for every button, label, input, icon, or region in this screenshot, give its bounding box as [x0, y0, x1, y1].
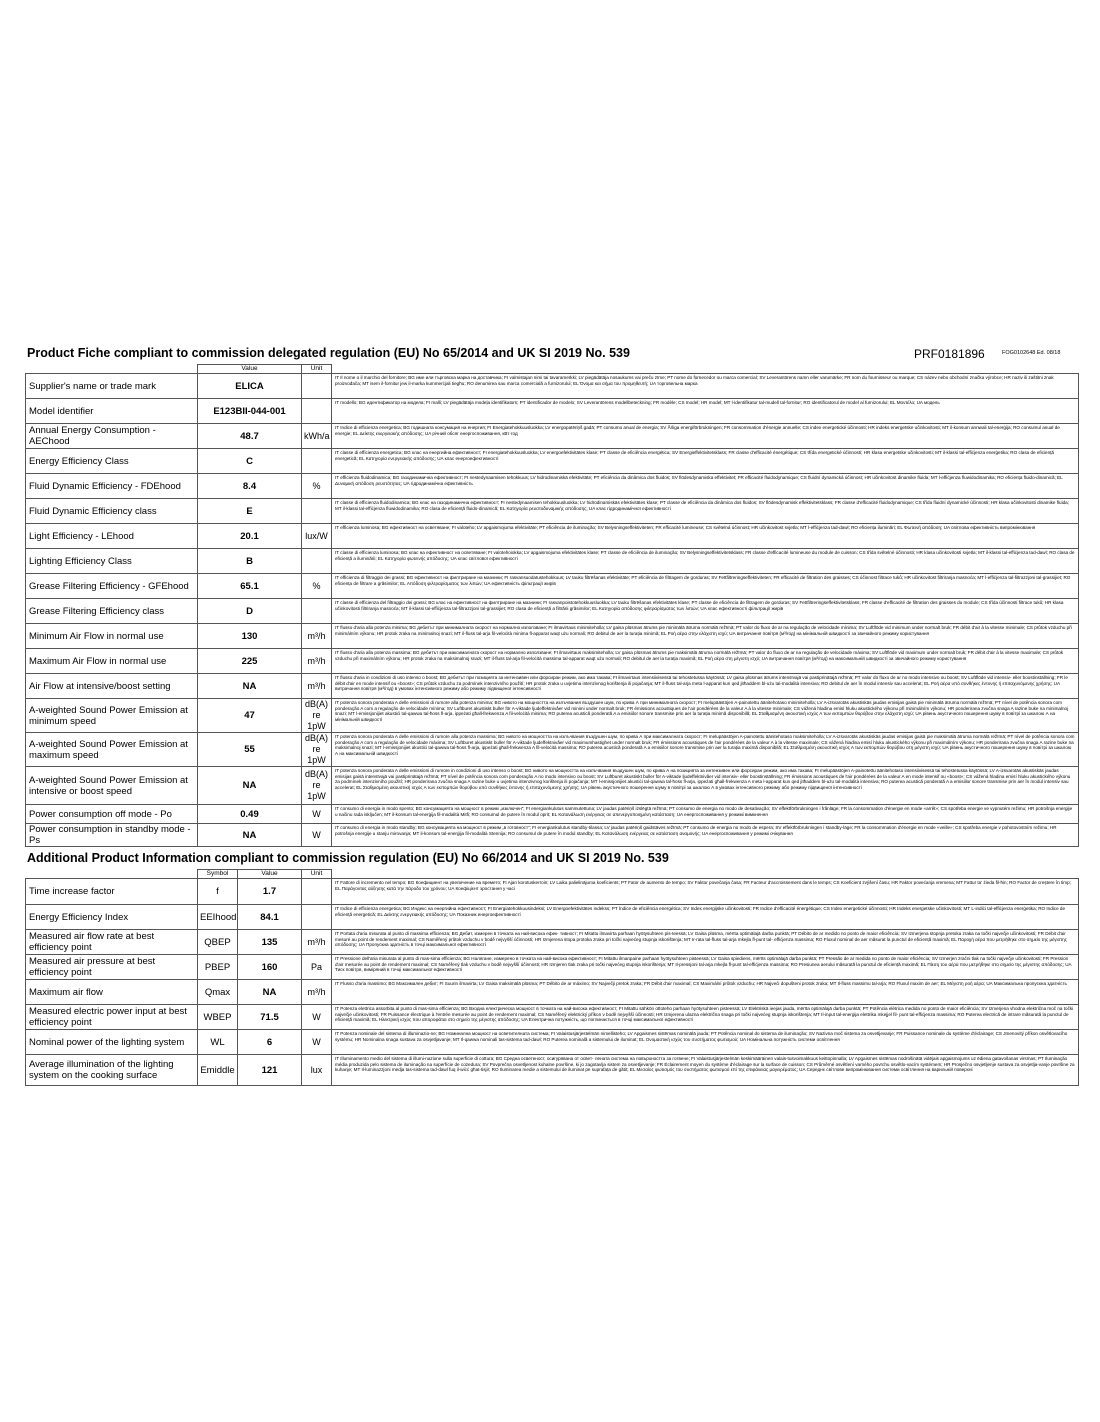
row-symbol: Qmax — [198, 980, 238, 1005]
row-symbol: PBEP — [198, 955, 238, 980]
row-unit: % — [302, 474, 332, 499]
row-unit: m³/h — [302, 649, 332, 674]
row-symbol: f — [198, 879, 238, 905]
row-unit: dB(A) re 1pW — [302, 699, 332, 733]
table-row — [26, 499, 1079, 524]
row-label: Supplier's name or trade mark — [26, 374, 198, 399]
table-row — [26, 980, 1079, 1005]
row-translations: IT consumo di energia in modo standby; BG консумацията на мощност в режим „в готовност“; FI energiankulutus standby-tilassa; LV jaudas patēriņš gaidstāves režīmā; PT consumo de energia no modo de espera; SV effektförbrukningen i standby-läge; FR la consommation d'énergie en mode «veille»; CS spotřeba energie v pohotovostním režimu; HR potrošnja energije u stanju mirovanja; MT il-konsum tal-enerġija fil-modalità Stennija; RO consumul de putere în modul standby; EL Κατανάλωση ενέργειας σε κατάσταση αναμονής; UA енергоспоживання у режимі очікування — [332, 824, 1079, 847]
row-label: Measured electric power input at best efficiency point — [26, 1005, 198, 1030]
row-unit: W — [302, 824, 332, 847]
row-translations: IT flusso d'aria in condizioni di uso intenso o boost; BG дебитът при позицията за интензивен или форсиран режим, ако има такава; FI ilmavirtaus intensiivisessä tai tehostetussa käytössä; LV gaisa plūsmas ātrums intensīvajā vai pastiprinātajā režīmā; PT valor do fluxo de ar no modo intensivo ou boost; SV Luftflöde vid intensiv- eller boostinställning; FR le débit d'air en mode intensif ou «boost»; CS průtok vzduchu za podmínek intenzivního použití; HR protok zraka u uvjetima intenzivnog korištenja ili pojačanja; MT il-fluss tal-arja meta l-apparat kun qed jitħaddem bl-użu tal-modalità intensiva; RO debitul de aer în modul intensiv sau accelerat; EL Ροή αέρα υπό συνθήκες έντονης ή επιταχυνόμενης χρήσης; UA витрачання повітря (м³/год) в умовах інтенсивного режиму або режиму підвищеної інтенсивності — [332, 674, 1079, 699]
row-label: Energy Efficiency Class — [26, 449, 198, 474]
table-row — [26, 879, 1079, 905]
row-translations: IT Indice di efficienza energetica; BG Индекс на енергийна ефективност; FI Energiatehokkuusindeksi; LV Energoefektivitātes indekss; PT Índice de eficiência energética; SV Index energijske učinkovitosti; FR Indice d'efficacité énergétique; CS Index energetické účinnosti; HR Indeks energetske učinkovitosti; MT L-indiċi tal-effiċjenza enerġetika; RO Indice de eficiență energetică; EL Δείκτης ενεργειακής απόδοσης; UA Показник енергоефективності — [332, 905, 1079, 930]
row-translations: IT Fattore di incremento nel tempo; BG Коефициент на увеличение на времето; FI Ajan korotuskerroin; LV Laika palielinājuma koeficients; PT Fator de aumento de tempo; SV Faktor povečanja časa; FR Facteur d'accroissement dans le temps; CS Koeficient zvýšení času; HR Faktor povećanja vremena; MT Fattur ta' żieda fil-ħin; RO Factor de creștere în timp; EL Παράγοντας αύξησης κατά την πάροδο του χρόνου; UA Коефіцієнт зростання у часі — [332, 879, 1079, 905]
row-value: 84.1 — [238, 905, 302, 930]
row-label: Measured air pressure at best efficiency point — [26, 955, 198, 980]
table-row — [26, 1030, 1079, 1055]
row-translations: IT flusso d'aria alla potenza minima; BG дебитът при минималната скорост на нормално използване; FI ilmavirtaus minimiteholla; LV gaisa plūsmas ātrums pie minimālā ātruma normālā režīmā; PT valor do fluxo de ar na regulação de velocidade mínima; SV Luftflöde vid minimum under normalt bruk; FR débit d'air à la vitesse minimale; CS průtok vzduchu při minimálním výkonu; HR protok zraka na minimalnoj snazi; MT il-fluss tal-arja fil-veloċità minima fl-apparat waqt użu normali; RO debitul de aer la turația minimă; EL Ροή αέρα στην ελάχιστη ισχύ; UA витрачання повітря (м³/год) на мінімальній швидкості за звичайного режиму користування — [332, 624, 1079, 649]
table-row — [26, 805, 1079, 824]
row-unit: lux/W — [302, 524, 332, 549]
row-unit: dB(A) re 1pW — [302, 733, 332, 767]
row-translations: IT Flusso d'aria massimo; BG Максимален дебит; FI Suurin ilmavirta; LV Gaisa maksimālā plūsma; PT Débito de ar máximo; SV Največji pretok zraka; FR Débit d'air maximal; CS Maximální průtok vzduchu; HR Najveći dopušteni protok zraka; MT Il-fluss massimu tal-arja; RO Fluxul maxim de aer; EL Μέγιστη ροή αέρα; UA Максимальна пропускна здатність — [332, 980, 1079, 1005]
row-unit: kWh/a — [302, 424, 332, 449]
row-label: Maximum air flow — [26, 980, 198, 1005]
row-translations: IT Indice di efficienza energetica; BG годишната консумация на енергия; FI Energiatehokkuusluokka; LV energopatēriņš gadā; PT consumo anual de energia; SV Årliga energiförbrukningen; FR consommation d'énergie annuelle; CS index energetické účinnosti; HR indeks energetske učinkovitosti; MT il-konsum annwali tal-enerġija; RO consumul anual de energie; EL Δείκτης ενεργειακής απόδοσης; UA річний обсяг енергоспоживання, кВт·год — [332, 424, 1079, 449]
row-value: 225 — [198, 649, 302, 674]
row-translations: IT potenza sonora ponderata A delle emissioni di rumore alla potenza minima; BG нивото на мощността на излъчвания въздушен шум, по крива А при минималната скорост; FI melupäästöjen A-painotettu äänitehotaso minimiteholla; LV A-izsvarotās akustiskās jaudas emisijas gaisā pie minimālā ātruma normālā režīmā; PT nível de potência sonora com ponderação A com a regulação de velocidade mínima; SV Luftburet akustiskt buller för A-viktade ljudeffektnivåer vid minimi under normalt bruk; FR émissions acoustiques de l'air pondérées de la valeur A à la vitesse minimale; CS vážená hladina emisí hluku akustického výkonu při minimálním výkonu; HR ponderirana zvučna snaga A razine buke na minimalnoj snazi; MT l-emissjonijiet akustiċi tal-qawwa tal-ħoss fl-arja, ippeżati għall-frekwenza A fil-veloċità minima; RO puterea acustică ponderată A a emisiilor sonore transmise prin aer la turația minimă disponibilă; EL Σταθμισμένη ακουστική ισχύς Α των εκπομπών θορύβου στην ελάχιστη ισχύ; UA рівень акустичного пошерення шуму в повітрі за шкалою А на мінімальній швидкості — [332, 699, 1079, 733]
row-value: 71.5 — [238, 1005, 302, 1030]
row-symbol: QBEP — [198, 930, 238, 955]
row-label: Time increase factor — [26, 879, 198, 905]
row-symbol: Emiddle — [198, 1055, 238, 1086]
row-translations: IT consumo di energia in modo spento; BG консумацията на мощност в режим „изключен“; FI energiankulutus sammutettuna; LV jaudas patēriņš izslēgtā režīmā; PT consumo de energia no modo de desativação; SV effektförbrukningen i frånläge; FR la consommation d'énergie en mode «arrêt»; CS spotřeba energie ve vypnutém režimu; HR potrošnja energije u načinu rada isključen; MT il-konsum tal-enerġija fil-modalità Mitfi; RO consumul de putere în modul oprit; EL Κατανάλωση ενέργειας σε απενεργοποιημένη κατάσταση; UA енергоспоживання у режимі вимкнення — [332, 805, 1079, 824]
additional-title: Additional Product Information compliant to commission regulation (EU) No 66/2014 and UK SI 2019 No. 539 — [27, 851, 669, 865]
column-unit: Unit — [302, 365, 332, 374]
table-row — [26, 824, 1079, 847]
row-unit — [302, 599, 332, 624]
row-symbol: WBEP — [198, 1005, 238, 1030]
row-label: Light Efficiency - LEhood — [26, 524, 198, 549]
row-label: A-weighted Sound Power Emission at minimum speed — [26, 699, 198, 733]
row-translations: IT Pressione dell'aria misurata al punto di mas-sima efficienza; BG Налягане, измерено в точката на най-висока ефективност; FI Mitattu ilmanpaine parhaan hyötysuhteen pisteessä; LV Gaisa spiediens, mērīts optimālajā darba punktā; PT Pressão de ar medida no ponto de maior eficiência; SV Izmerjen zračni tlak na točki največje učinkovitosti; FR Pression d'air mesurée au point de rendement maximal; CS Naměřený tlak vzduchu v bodě nejvyšší účinnosti; HR Izmjeren tlak zraka pri točki najvećeg stupnja iskorištenja; MT Il-pressjoni tal-arja mkejla fl-punt tal-effiċjenza massima; RO Presiunea aerului măsurată la punctul de eficiență maximă; EL Πίεση του αέρα που μετρήθηκε στο σημείο της μέγιστης απόδοσης; UA Тиск повітря, виміряний в точці максимальної ефективності — [332, 955, 1079, 980]
table-row — [26, 524, 1079, 549]
row-label: Annual Energy Consumption - AEChood — [26, 424, 198, 449]
additional-table — [25, 869, 1079, 1086]
row-symbol: EEIhood — [198, 905, 238, 930]
row-label: Fluid Dynamic Efficiency class — [26, 499, 198, 524]
row-label: Nominal power of the lighting system — [26, 1030, 198, 1055]
fiche-title: Product Fiche compliant to commission delegated regulation (EU) No 65/2014 and UK SI 2019 No. 539 — [27, 346, 630, 360]
row-value: 1.7 — [238, 879, 302, 905]
column-symbol: Symbol — [198, 870, 238, 879]
row-unit: lux — [302, 1055, 332, 1086]
product-fiche-sheet — [25, 346, 1078, 1086]
table-row — [26, 599, 1079, 624]
row-value: ELICA — [198, 374, 302, 399]
row-value: NA — [198, 824, 302, 847]
row-translations: IT efficienza fluidodinamica; BG газодинамична ефективност; FI nestedynaamisen tehokkuus; LV hidrodinamiskā efektivitāte; PT eficiência da dinâmica dos fluidos; SV flödesdynamiska effektivitet; FR efficacité fluidodynamique; CS fluidní dynamická účinnost; HR učinkovitost dinamike fluida; MT l-effiċjenza fluwidodinamika; RO eficiența fluido-dinamică; EL Δυναμική απόδοση ρευστότητας; UA гідродинамічна ефективність — [332, 474, 1079, 499]
row-value: 130 — [198, 624, 302, 649]
row-value: 135 — [238, 930, 302, 955]
row-translations: IT classe di efficienza del filtraggio dei grassi; BG клас на ефективност на филтриране на мазнини; FI rasvanpoistotehokkuusluokka; LV tauku filtrēšanas efektivitātes klase; PT classe de eficiência de filtragem de gorduras; SV Fettfiltreringseffektivitetsklass; FR classe d'efficacité de filtration des graisses du module; CS třída účinnosti filtrace tuků; HR klasa učinkovitosti filtriranja masnoća; MT il-klassi tal-effiċjenza tal-filtrazzjoni tal-grassijiet; RO clasa de eficiență a filtrării grăsimilor; EL Κατηγορία απόδοσης φιλτραρίσματος των λιπών; UA клас ефективності фільтрації жирів — [332, 599, 1079, 624]
row-translations: IT modello; BG идентификатор на модела; FI malli; LV piegādātāja modeļa identifikators; PT identificador de modelo; SV Leverantörens modellbeteckning; FR modèle; CS model; HR model; MT l-identifikatur tal-mudell tal-fornitur; RO identificatorul de model al furnizorului; EL Μοντέλο; UA модель — [332, 399, 1079, 424]
row-unit — [302, 879, 332, 905]
table-row — [26, 930, 1079, 955]
row-translations: IT efficienza luminosa; BG ефективност на осветяване; FI valotehо; LV apgaismojuma efektivitāte; PT eficiência de iluminação; SV Belysningseffektiviteten; FR efficacité lumineuse; CS světelná účinnost; HR učinkovitost svjetla; MT l-effiċjenza tad-dawl; RO eficiența iluminări; EL Φωτεινή απόδοση; UA світлова ефективність випромінювання — [332, 524, 1079, 549]
row-value: 47 — [198, 699, 302, 733]
row-label: Air Flow at intensive/boost setting — [26, 674, 198, 699]
row-translations: IT Il nome o il marchio del fornitore; BG име или търговска марка на доставчика; FI valmistajan nimi tai tavaramerkki; LV piegādātāja nosaukums vai preču zīme; PT nome do fornecedor ou marca comercial; SV Leverantörens namn eller varumärke; FR nom du fournisseur ou marque; CS název nebo obchodní značka výrobce; HR naziv ili zaštitni znak proizvođača; MT isem il-fornitur jew il-marka kummerċjali tiegħu; RO denumirea sau marca comercială a furnizorului; EL Όνομα και σήμα του προμηθευτή; UA торговельна марка — [332, 374, 1079, 399]
row-unit: W — [302, 1005, 332, 1030]
row-unit: m³/h — [302, 980, 332, 1005]
row-label: Model identifier — [26, 399, 198, 424]
table-row — [26, 624, 1079, 649]
row-value: 121 — [238, 1055, 302, 1086]
row-value: 160 — [238, 955, 302, 980]
row-translations: IT flusso d'aria alla potenza massima; BG дебитът при максималната скорост на нормално използване; FI ilmavirtaus maksimiteholla; LV gaisa plūsmas ātrums pie maksimālā ātruma normālā režīmā; PT valor do fluxo de ar na regulação de velocidade máxima; SV Luftflöde vid maximum under normalt bruk; FR débit d'air à la vitesse maximale; CS průtok vzduchu při maximálním výkonu; HR protok zraka na maksimalnoj snazi; MT il-fluss tal-arja fil-veloċità massima tal-apparat waqt użu normali; RO debitul de aer la turația maximă; EL Ροή αέρα στη μέγιστη ισχύ; UA витрачання повітря (м³/год) на максимальній швидкості за звичайного режиму користування — [332, 649, 1079, 674]
table-row — [26, 733, 1079, 767]
document-reference: FOG0102648 Ed. 08/18 — [1002, 350, 1061, 356]
row-value: 8.4 — [198, 474, 302, 499]
row-unit: dB(A) re 1pW — [302, 767, 332, 805]
row-value: 6 — [238, 1030, 302, 1055]
row-label: A-weighted Sound Power Emission at maximum speed — [26, 733, 198, 767]
row-translations: IT classe di efficienza fluidodinamica; BG клас на газодинамична ефективност; FI nestedynaamisen tehokkuusluokka; LV hidrodinamiskās efektivitātes klase; PT classe de eficiência da dinâmica dos fluidos; SV flödesdynamisk effektivitetsklass; FR classe d'efficacité fluidodynamique; CS třída fluidní dynamické účinnosti; HR klasa učinkovitosti dinamike fluida; MT il-klassi tal-effiċjenza fluwidodinamika; RO clasa de eficiență fluido-dinamică; EL Κατηγορία ρευστοδυναμικής απόδοσης; UA клас гідродинамічної ефективності — [332, 499, 1079, 524]
row-value: NA — [238, 980, 302, 1005]
row-label: Power consumption off mode - Po — [26, 805, 198, 824]
table-row — [26, 449, 1079, 474]
table-row — [26, 955, 1079, 980]
row-translations: IT classe di efficienza luminosa; BG клас на ефективност на осветяване; FI valotehoiokka; LV apgaismojuma efektivitātes klase; PT classe de eficiência de iluminação; SV Belysningseffektivitetsklass; FR classe d'efficacité lumineuse du module de cuisson; CS třída světelné účinnosti; HR klasa učinkovitosti svjetla; MT il-klassi tal-effiċjenza tad-dawl; RO clasa de eficiență a iluminării; EL Κατηγορία φωτεινής απόδοσης; UA клас світлової ефективності — [332, 549, 1079, 574]
row-label: Maximum Air Flow in normal use — [26, 649, 198, 674]
column-value: Value — [198, 365, 302, 374]
row-translations: IT Potenza elettrica assorbita al punto di mas-sima efficienza; BG Входна електрическа мощност в точката на най-висока ефективност; FI Mitattu sähkön ottoteho parhaan hyötysuhteen pisteessä; LV Elektriskā ieejas jauda, mērīta optimālajā darba punktā; PT Potência elétrica medida no ponto de maior eficiência; SV Izmerjena vhodna električna moč na točki največje učinkovitosti; FR Puissance électrique à l'entrée mesurée au point de rendement maximal; CS Naměřený elektrický příkon v bodě nejvyšší účinnosti; HR Izmjerena ulazna električna snaga pri točki najvećeg stupnja iskorištenja; MT Il-input tal-enerġija elettrika mkejjel fil- punt tal-effiċjenza massima; RO Puterea electrică de intrare măsurată la punctul de eficiență maximă; EL Ηλεκτρική ισχύς που αποροφάται στο σημείο της μέγιστης απόδοσης; UA Електрична потужність, що поглинається в точці максимальної ефективності — [332, 1005, 1079, 1030]
row-unit: m³/h — [302, 930, 332, 955]
row-translations: IT Potenza nominale del sistema di illuminazio-ne; BG Номинална мощност на осветителната система; FI Valaistusjärjestelmän nimellisteho; LV Apgaismes sistēmas nominālā jauda; PT Potência nominal do sistema de iluminação; SV Nazivna moč sistema za osvetljevanje; FR Puissance nominale du système d'éclairage; CS Jmenovitý příkon osvětlovacího systému; HR Nominalna snaga sustava za osvjetljavanje; MT Il-qawwa nominali tas-sistema tad-dawl; RO Puterea nominală a sistemului de iluminat; EL Ονομαστική ισχύς του συστήματος φωτισμού; UA Номінальна потужність системи освітлення — [332, 1030, 1079, 1055]
row-unit: % — [302, 574, 332, 599]
row-translations: IT efficienza di filtraggio dei grassi; BG ефективност на филтриране на мазнини; FI rasvansuodatustehokkuus; LV tauku filtrēšanas efektivitāte; PT eficiência de filtragem de gorduras; SV Fettfiltreringseffektiviteten; FR efficacité de filtration des graisses; CS účinnost filtrace tuků; HR učinkovitost filtriranja masnoća; MT l-effiċjenza tal-filtrazzjoni tal-grassijiet; RO eficiența de filtrare a grăsimilor; EL Απόδοση φιλτραρίσματος των λιπών; UA ефективність фільтрації жирів — [332, 574, 1079, 599]
row-label: A-weighted Sound Power Emission at intensive or boost speed — [26, 767, 198, 805]
row-value: E123BII-044-001 — [198, 399, 302, 424]
row-translations: IT potenza sonora ponderata A delle emissioni di rumore alla potenza massima; BG нивото на мощността на излъчвания въздушен шум, по крива А при максималната скорост; FI melupäästöjen A-painotettu äänitehotaso maksimiteholla; LV A-izsvarotās akustiskās jaudas emisijas gaisā pie maksimālā ātruma normālā režīmā; PT nível de potência sonora com ponderação A com a regulação de velocidade máxima; SV Luftburet akustiskt buller för A-viktade ljudeffektnivåer vid maximumhastighet under normalt bruk; FR émissions acoustiques de l'air pondérées de la valeur A à la vitesse maximale; CS vážená hladina emisí hluku akustického výkonu při maximálním výkonu; HR ponderirana zvučna snaga A razine buke na maksimalnoj snazi; MT l-emissjonijiet akustiċi tal-qawwa tal-ħoss fl-arja, ippeżati għall-frekwenza A fil-veloċità massima; RO puterea acustică ponderată A a emisiilor sonore transmise prin aer la turația maximă disponibilă; EL Σταθμισμένη ακουστική ισχύς Α των εκπομπών θορύβου στη μέγιστη ισχύ; UA рівень акустичного пошерення шуму в повітрі за шкалою А на максимальній швидкості — [332, 733, 1079, 767]
table-row — [26, 474, 1079, 499]
row-translations: IT classe di efficienza energetica; BG клас на енергийна ефективност; FI energiatehokkuusluokka; LV energoefektivitātes klase; PT classe de eficiência energética; SV Energieffektivitetsklass; FR classe d'efficacité énergétique; CS třída energetické účinnosti; HR klasa energetske učinkovitosti; MT il-klassi tal-effiċjenza enerġetika; RO clasa de eficiență energetică; EL Κατηγορία ενεργειακής απόδοσης; UA клас енергоефективності — [332, 449, 1079, 474]
row-translations: IT Portata d'aria misurata al punto di massima efficienza; BG Дебит, измерен в точката на най-висока ефек- тивност; FI Mitattu ilmavirta parhaan hyötysuhteen pis-teessä; LV Gaisa plūsma, mērīta optimālajā darba punktā; PT Débito de ar medido no ponto de maior eficiência; SV Izmerjena stopnja pretoka zraka na točki največje učinkovitosti; FR Débit d'air mesuré au point de rendement maximal; CS Naměřený průtok vzduchu v bodě nejvyšší účinnosti; HR Izmjerena stopa protoka zraka pri točki najvećeg stupnja iskorištenja; MT Ir-rata tal-fluss tal-arja mkejla fl-punt tal- effiċjenza massima; RO Fluxul nominal de aer măsurat la punctul de eficiență maximă; EL Παροχή αέρα που μετρήθηκε στο σημείο της μέγιστης απόδοσης; UA Пропускна здатність в точці максимальної ефективності — [332, 930, 1079, 955]
row-value: 48.7 — [198, 424, 302, 449]
table-row — [26, 374, 1079, 399]
table-row — [26, 1055, 1079, 1086]
row-value: NA — [198, 767, 302, 805]
row-value: E — [198, 499, 302, 524]
table-row — [26, 699, 1079, 733]
row-value: 55 — [198, 733, 302, 767]
table-row — [26, 649, 1079, 674]
additional-header — [25, 851, 1078, 869]
fiche-column-header — [26, 365, 1079, 374]
table-row — [26, 399, 1079, 424]
fiche-table — [25, 364, 1079, 847]
row-translations: IT potenza sonora ponderata A delle emissioni di rumore in condizioni di uso intenso o boost; BG нивото на мощността на излъчвания въздушен шум, по крива А на позицията за интензивен или форсиран режим, ако има такава; FI melupäästöjen A-painotettu äänitehotaso intensiivisessä tai tehostetussa käytössä; LV A-izsvarotās akustiskās jaudas emisijas gaisā intensīvajā vai pastiprinātajā režīmā; PT nível de potência sonora com ponderação A no modo intensivo ou boost; SV Luftburet akustiskt buller för A-viktade ljudeffektnivåer vid intensiv- eller boostinställning; FR émissions acoustiques de l'air pondérées de la valeur A en mode intensif ou «boost»; CS vážená hladina emisí hluku akustického výkonu za podmínek intenzivního použití; HR ponderirana zvučna snaga A razine buke u uvjetima intenzivnog korištenja ili pojačanja; MT l-emissjonijiet akustiċi tal-qawwa tal-ħoss fl-arja, ippeżati għall-frekwenza A meta l-apparat kun qed jitħaddem bl-użu tal-modalità intensiva; RO puterea acustică ponderată A a emisiilor sonore transmise prin aer în modul intensiv sau accelerat; EL Σταθμισμένη ακουστική ισχύς Α των εκπομπών θορύβου υπό συνθήκες έντονης ή επιταχυνόμενης χρήσης; UA рівень акустичного пошерення шуму в повітрі за шкалою А в умовах інтенсивного режиму або режиму підвищеної інтенсивності — [332, 767, 1079, 805]
row-value: NA — [198, 674, 302, 699]
row-value: 20.1 — [198, 524, 302, 549]
row-label: Energy Efficiency Index — [26, 905, 198, 930]
row-label: Power consumption in standby mode - Ps — [26, 824, 198, 847]
column-value: Value — [238, 870, 302, 879]
table-row — [26, 674, 1079, 699]
row-unit: Pa — [302, 955, 332, 980]
table-row — [26, 905, 1079, 930]
row-unit — [302, 549, 332, 574]
additional-column-header — [26, 870, 1079, 879]
column-unit: Unit — [302, 870, 332, 879]
row-unit — [302, 374, 332, 399]
row-label: Fluid Dynamic Efficiency - FDEhood — [26, 474, 198, 499]
row-label: Lighting Efficiency Class — [26, 549, 198, 574]
row-symbol: WL — [198, 1030, 238, 1055]
table-row — [26, 549, 1079, 574]
row-value: B — [198, 549, 302, 574]
table-row — [26, 1005, 1079, 1030]
row-label: Measured air flow rate at best efficiency point — [26, 930, 198, 955]
row-unit — [302, 449, 332, 474]
row-value: D — [198, 599, 302, 624]
row-unit — [302, 399, 332, 424]
row-label: Minimum Air Flow in normal use — [26, 624, 198, 649]
row-value: 0.49 — [198, 805, 302, 824]
row-translations: IT Illuminamento medio del sistema di illumi-nazione sulla superficie di cottura; BG Средна осветеност, осигурявана от освет- лената система на повърхността за готвене; FI Valaistusjärjestelmän keskimääräinen valais-tusvoimakkuus keittopinnalla; LV Apgaismes sistēmas nodrošinātā vidējais apgaismojums uz ēdiena gatavošanas virsmas; PT Iluminação média produzida pelo sistema de iluminação na superfície de cozedura; SV Povprečna osvetljenost kuhalne površine, ki jo zagotavlja sistem za osvetljevanje; FR Éclairement moyen du système d'éclairage sur la surface de cuisson; CS Průměrné osvětlení varného povrchu osvětlo-vacím systémem; HR Prosječno osvjetljenje sustava za osvjetlja-vanje površine za kuhanje; MT Il-luminazzjoni medja tas-sistema tad-dawl fuq il-wiċċ għat-tisjir; RO Iluminarea medie a sistemului de iluminat pe suprafața de gătit; EL Μεσαίος φωτισμός του συστήματος φωτισμού επί της επιφάνειας μαγειρέματος; UA Середнє світлове випромінювання системи освітлення на варильній поверхні — [332, 1055, 1079, 1086]
row-label: Grease Filtering Efficiency class — [26, 599, 198, 624]
row-value: C — [198, 449, 302, 474]
row-label: Average illumination of the lighting system on the cooking surface — [26, 1055, 198, 1086]
row-unit: W — [302, 805, 332, 824]
fiche-header — [25, 346, 1078, 364]
row-unit — [302, 499, 332, 524]
document-code: PRF0181896 — [914, 347, 985, 361]
table-row — [26, 424, 1079, 449]
row-unit — [302, 905, 332, 930]
row-unit: m³/h — [302, 624, 332, 649]
table-row — [26, 574, 1079, 599]
row-value: 65.1 — [198, 574, 302, 599]
table-row — [26, 767, 1079, 805]
row-unit: W — [302, 1030, 332, 1055]
row-label: Grease Filtering Efficiency - GFEhood — [26, 574, 198, 599]
row-unit: m³/h — [302, 674, 332, 699]
